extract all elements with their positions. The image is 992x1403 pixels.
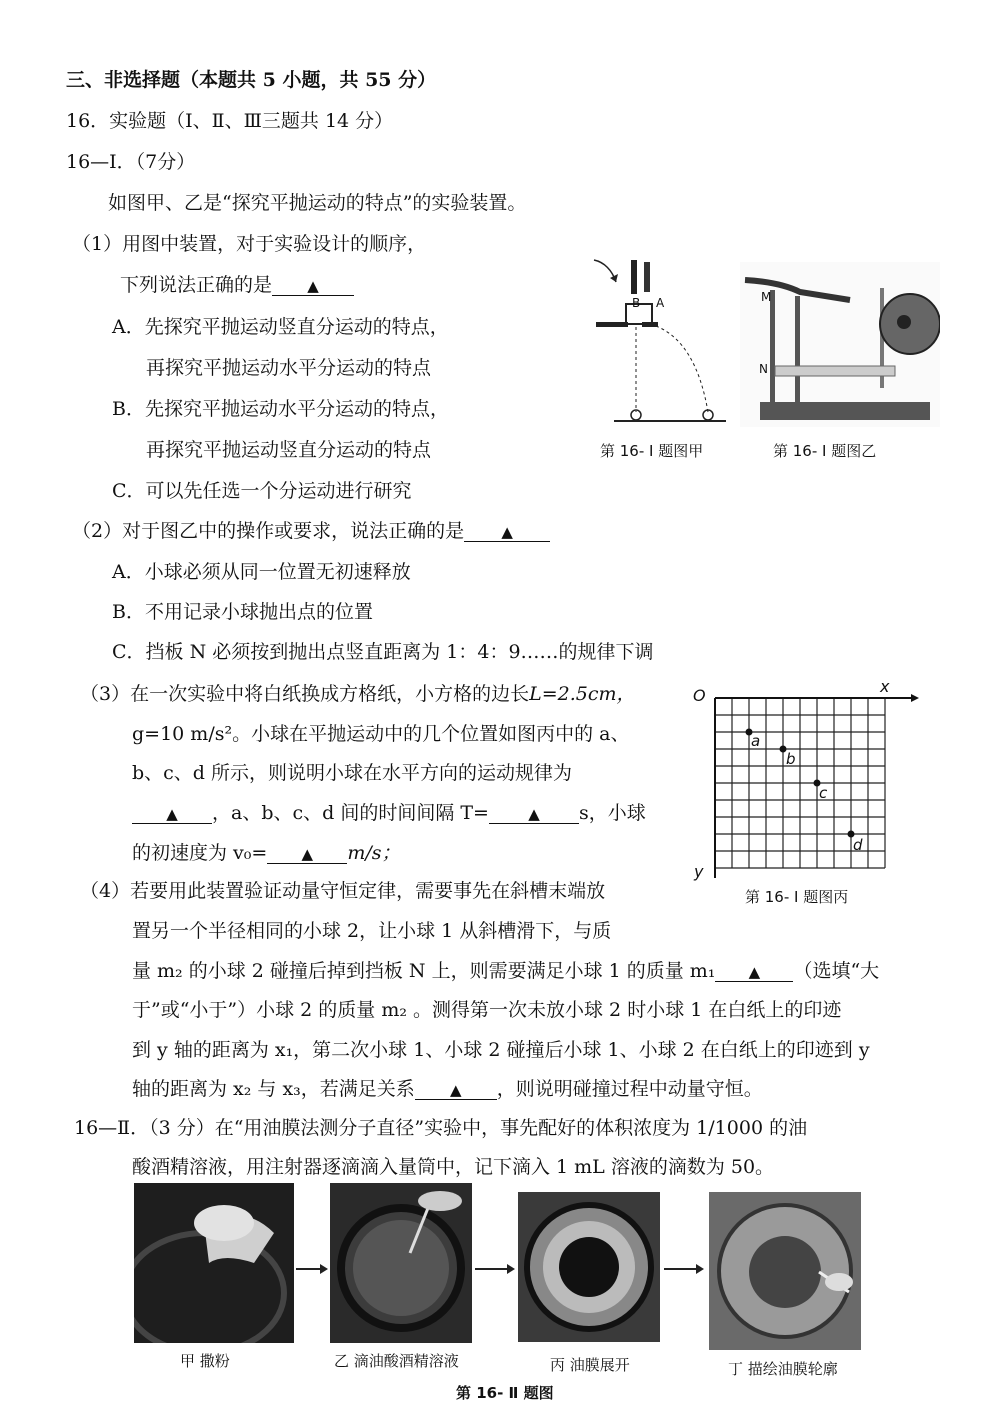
q2-option-c: C．挡板 N 必须按到抛出点竖直距离为 1：4：9……的规律下调 [112,641,654,663]
q3-line5: 的初速度为 v₀= ▲ m/s； [132,842,401,864]
q4-line6: 轴的距离为 x₂ 与 x₃，若满足关系 ▲ ，则说明碰撞过程中动量守恒。 [132,1078,763,1100]
q4-line3: 量 m₂ 的小球 2 碰撞后掉到挡板 N 上，则需要满足小球 1 的质量 m₁ ▲ （选填“大 [132,960,880,982]
figure-yi-caption: 第 16- Ⅰ 题图乙 [773,442,877,460]
grid-point-a-label: a [751,732,761,750]
q3-blank-rule[interactable]: ▲ [132,805,212,824]
figure-jia-caption: 第 16- Ⅰ 题图甲 [600,442,704,460]
part-2-line2: 酸酒精溶液，用注射器逐滴滴入量筒中，记下滴入 1 mL 溶液的滴数为 50。 [132,1156,775,1178]
part-2-line1: 16—Ⅱ．（3 分）在“用油膜法测分子直径”实验中，事先配好的体积浓度为 1/1000 的油 [74,1117,808,1139]
q3-line1: （3）在一次实验中将白纸换成方格纸，小方格的边长L=2.5cm， [80,683,636,705]
oil-film-step-1-photo [134,1183,294,1343]
q1-stem-line2: 下列说法正确的是 ▲ [120,272,354,298]
q4-blank-mass[interactable]: ▲ [715,963,793,982]
oil-film-step-3-label: 丙 油膜展开 [550,1356,630,1374]
question-16-title: 16．实验题（Ⅰ、Ⅱ、Ⅲ三题共 14 分） [66,110,394,132]
oil-film-step-4-label: 丁 描绘油膜轮廓 [728,1360,838,1378]
q1-answer-blank[interactable]: ▲ [272,277,354,296]
figure-part2-caption: 第 16- Ⅱ 题图 [456,1384,554,1402]
grid-point-b-label: b [786,750,796,768]
figure-bing-caption: 第 16- Ⅰ 题图丙 [745,888,849,906]
q3-line4: ▲ ，a、b、c、d 间的时间间隔 T= ▲ s，小球 [132,800,646,826]
q2-answer-blank[interactable]: ▲ [464,523,550,542]
oil-film-step-4-photo [709,1192,861,1350]
jia-label-a: A [656,296,665,310]
grid-point-c-label: c [819,784,828,802]
step-arrow-2 [475,1262,515,1276]
q4-line2: 置另一个半径相同的小球 2，让小球 1 从斜槽滑下，与质 [132,920,612,942]
grid-x-label: x [880,677,890,696]
grid-origin-label: O [693,686,706,705]
part-1-intro: 如图甲、乙是“探究平抛运动的特点”的实验装置。 [108,192,527,214]
q2-option-a: A．小球必须从同一位置无初速释放 [112,561,411,583]
q4-line1: （4）若要用此装置验证动量守恒定律，需要事先在斜槽末端放 [80,880,606,902]
q1-option-b-line2: 再探究平抛运动竖直分运动的特点 [146,439,432,461]
grid-y-label: y [694,862,704,881]
q4-blank-relation[interactable]: ▲ [415,1081,497,1100]
q4-line5: 到 y 轴的距离为 x₁，第二次小球 1、小球 2 碰撞后小球 1、小球 2 在白纸上的印迹到 y [132,1039,870,1061]
q1-stem-line1: （1）用图中装置，对于实验设计的顺序， [72,233,427,255]
yi-label-n: N [759,362,768,376]
q3-blank-v0[interactable]: ▲ [267,845,347,864]
q3-line2: g=10 m/s²。小球在平抛运动中的几个位置如图丙中的 a、 [132,723,630,745]
q2-stem: （2）对于图乙中的操作或要求，说法正确的是 ▲ [72,518,550,544]
q1-option-b-line1: B．先探究平抛运动水平分运动的特点， [112,398,449,420]
oil-film-step-2-photo [330,1183,472,1343]
q4-line4: 于”或“小于”）小球 2 的质量 m₂ 。测得第一次未放小球 2 时小球 1 在白纸上的印迹 [132,999,842,1021]
yi-label-m: M [761,290,772,304]
figure-jia-apparatus [586,252,736,430]
step-arrow-3 [664,1262,704,1276]
part-1-header: 16—Ⅰ．（7分） [66,151,196,173]
oil-film-step-3-photo [518,1192,660,1342]
step-arrow-1 [296,1262,328,1276]
q1-option-a-line2: 再探究平抛运动水平分运动的特点 [146,357,432,379]
oil-film-step-2-label: 乙 滴油酸酒精溶液 [334,1352,459,1370]
grid-point-d-label: d [853,836,863,854]
q1-option-c: C．可以先任选一个分运动进行研究 [112,480,412,502]
q2-option-b: B．不用记录小球抛出点的位置 [112,601,373,623]
jia-label-b: B [632,296,641,310]
section-title: 三、非选择题（本题共 5 小题，共 55 分） [66,69,437,91]
figure-bing-grid [690,682,920,882]
figure-yi-photo [740,262,940,427]
oil-film-step-1-label: 甲 撒粉 [180,1352,230,1370]
q3-blank-period[interactable]: ▲ [489,805,579,824]
q3-line3: b、c、d 所示，则说明小球在水平方向的运动规律为 [132,762,573,784]
q1-option-a-line1: A．先探究平抛运动竖直分运动的特点， [112,316,449,338]
